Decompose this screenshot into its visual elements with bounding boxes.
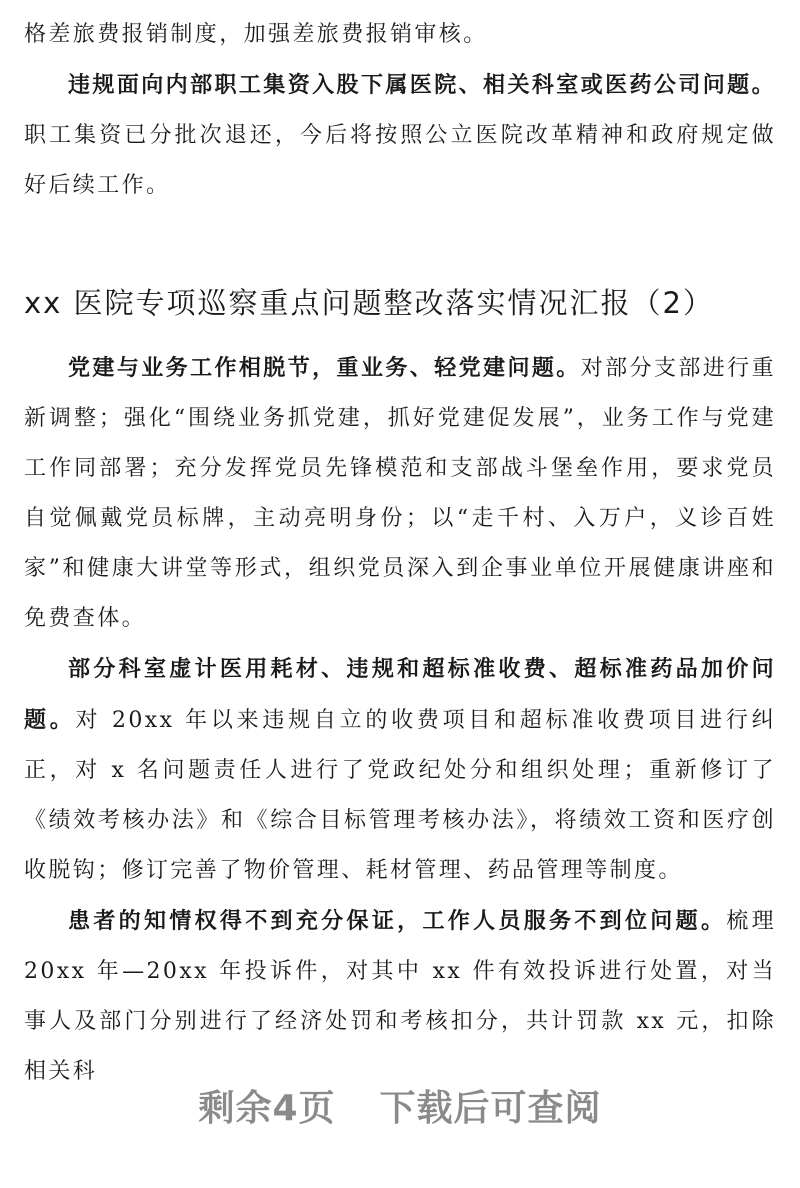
paragraph-2 — [24, 343, 776, 644]
remaining-pages-label: 剩余4页 — [198, 1088, 336, 1129]
download-label: 下载后可查阅 — [379, 1088, 602, 1129]
paragraph-3 — [24, 644, 776, 896]
paragraph-continuation — [24, 10, 776, 60]
section-heading: xx 医院专项巡察重点问题整改落实情况汇报（2） — [24, 286, 714, 320]
paragraph-bold-lead: 党建与业务工作相脱节，重业务、轻党建问题。 — [68, 355, 581, 381]
paragraph-text: 职工集资已分批次退还，今后将按照公立医院改革精神和政府规定做好后续工作。 — [24, 123, 776, 198]
paragraph-text: 对部分支部进行重新调整；强化“围绕业务抓党建，抓好党建促发展”，业务工作与党建工作同部署；充分发挥党员先锋模范和支部战斗堡垒作用，要求党员自觉佩戴党员标牌，主动亮明身份；以“走千村、入万户，义诊百姓家”和健康大讲堂等形式，组织党员深入到企事业单位开展健康讲座和免费查体。 — [24, 356, 777, 631]
paragraph-text: 梳理 20xx 年—20xx 年投诉件，对其中 xx 件有效投诉进行处置，对当事人及部门分别进行了经济处罚和考核扣分，共计罚款 xx 元，扣除相关科 — [24, 909, 776, 1084]
paragraph-bold-lead: 部分科室虚计医用耗材、违规和超标准收费、超标准药品加价问题。 — [24, 656, 776, 733]
paragraph-4 — [24, 896, 776, 1097]
paragraph-text: 格差旅费报销制度，加强差旅费报销审核。 — [24, 22, 488, 47]
paragraph-1 — [24, 60, 776, 211]
paragraph-bold-lead: 患者的知情权得不到充分保证，工作人员服务不到位问题。 — [68, 908, 727, 934]
paragraph-bold-lead: 违规面向内部职工集资入股下属医院、相关科室或医药公司问题。 — [68, 72, 776, 98]
download-prompt-banner[interactable] — [0, 1080, 800, 1131]
paragraph-text: 对 20xx 年以来违规自立的收费项目和超标准收费项目进行纠正，对 x 名问题责任人进行了党政纪处分和组织处理；重新修订了《绩效考核办法》和《综合目标管理考核办法》，将绩效工资和医疗创收脱钩；修订完善了物价管理、耗材管理、药品管理等制度。 — [24, 708, 776, 883]
